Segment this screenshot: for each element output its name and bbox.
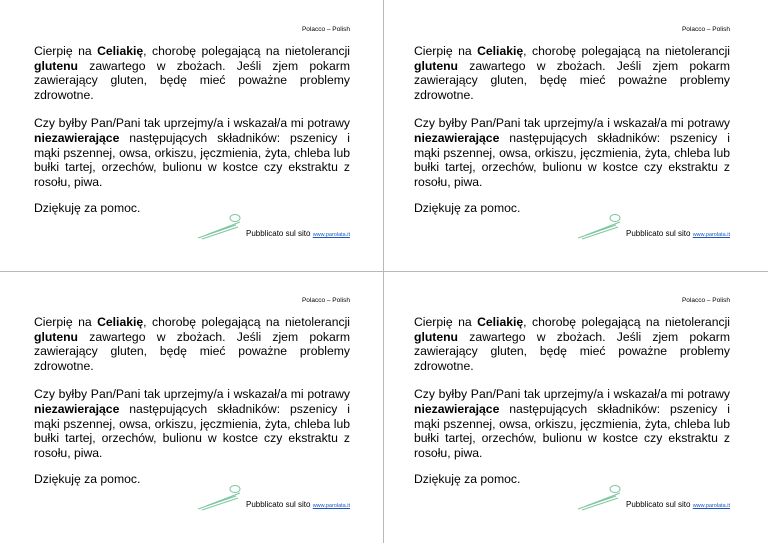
bold-celiac: Celiakię — [97, 44, 144, 58]
paragraph-condition: Cierpię na Celiakię, chorobę polegającą na nietolerancji glutenu zawartego w zbożach. Jeśli zjem pokarm zawierający gluten, będę mieć poważne problemy zdrowotne. — [414, 315, 730, 373]
publication-footer: Pubblicato sul sito www.parolata.it — [246, 500, 350, 509]
publication-footer: Pubblicato sul sito www.parolata.it — [246, 229, 350, 238]
bold-celiac: Celiakię — [97, 315, 144, 329]
thanks-text: Dziękuję za pomoc. — [34, 472, 141, 486]
bold-not-containing: niezawierające — [414, 130, 500, 145]
paragraph-condition: Cierpię na Celiakię, chorobę polegającą na nietolerancji glutenu zawartego w zbożach. Jeśli zjem pokarm zawierający gluten, będę mieć poważne problemy zdrowotne. — [414, 44, 730, 102]
paragraph-request: Czy byłby Pan/Pani tak uprzejmy/a i wskazał/a mi potrawy niezawierające następujących składników: pszenicy i mąki pszennej, owsa, orkiszu, jęczmienia, żyta, chleba lub bułki tartej, orzechów, bulionu w kostce czy ekstraktu z rosołu, piwa. — [414, 116, 730, 189]
site-link[interactable]: www.parolata.it — [312, 232, 350, 238]
paragraph-request: Czy byłby Pan/Pani tak uprzejmy/a i wskazał/a mi potrawy niezawierające następujących składników: pszenicy i mąki pszennej, owsa, orkiszu, jęczmienia, żyta, chleba lub bułki tartej, orzechów, bulionu w kostce czy ekstraktu z rosołu, piwa. — [34, 387, 350, 460]
card-body — [414, 315, 730, 474]
thanks-text: Dziękuję za pomoc. — [414, 201, 521, 215]
language-label: Polacco – Polish — [301, 26, 350, 33]
bold-celiac: Celiakię — [477, 44, 524, 58]
celiac-card-bottom-right — [414, 297, 730, 527]
parolata-logo-icon — [196, 484, 244, 512]
site-link[interactable]: www.parolata.it — [312, 503, 350, 509]
bold-gluten: glutenu — [34, 329, 79, 344]
card-body — [414, 44, 730, 203]
bold-gluten: glutenu — [34, 58, 79, 73]
thanks-text: Dziękuję za pomoc. — [414, 472, 521, 486]
card-body — [34, 315, 350, 474]
parolata-logo-icon — [196, 213, 244, 241]
card-body — [34, 44, 350, 203]
bold-not-containing: niezawierające — [34, 401, 120, 416]
site-link[interactable]: www.parolata.it — [692, 232, 730, 238]
paragraph-condition: Cierpię na Celiakię, chorobę polegającą na nietolerancji glutenu zawartego w zbożach. Jeśli zjem pokarm zawierający gluten, będę mieć poważne problemy zdrowotne. — [34, 44, 350, 102]
site-link[interactable]: www.parolata.it — [692, 503, 730, 509]
bold-celiac: Celiakię — [477, 315, 524, 329]
parolata-logo-icon — [576, 213, 624, 241]
bold-not-containing: niezawierające — [414, 401, 500, 416]
language-label: Polacco – Polish — [681, 26, 730, 33]
bold-not-containing: niezawierające — [34, 130, 120, 145]
publication-footer: Pubblicato sul sito www.parolata.it — [626, 229, 730, 238]
horizontal-cut-line — [0, 271, 768, 272]
language-label: Polacco – Polish — [301, 297, 350, 304]
paragraph-condition: Cierpię na Celiakię, chorobę polegającą na nietolerancji glutenu zawartego w zbożach. Jeśli zjem pokarm zawierający gluten, będę mieć poważne problemy zdrowotne. — [34, 315, 350, 373]
celiac-card-top-left — [34, 26, 350, 256]
bold-gluten: glutenu — [414, 329, 459, 344]
language-label: Polacco – Polish — [681, 297, 730, 304]
celiac-card-bottom-left — [34, 297, 350, 527]
paragraph-request: Czy byłby Pan/Pani tak uprzejmy/a i wskazał/a mi potrawy niezawierające następujących składników: pszenicy i mąki pszennej, owsa, orkiszu, jęczmienia, żyta, chleba lub bułki tartej, orzechów, bulionu w kostce czy ekstraktu z rosołu, piwa. — [34, 116, 350, 189]
celiac-card-top-right — [414, 26, 730, 256]
paragraph-request: Czy byłby Pan/Pani tak uprzejmy/a i wskazał/a mi potrawy niezawierające następujących składników: pszenicy i mąki pszennej, owsa, orkiszu, jęczmienia, żyta, chleba lub bułki tartej, orzechów, bulionu w kostce czy ekstraktu z rosołu, piwa. — [414, 387, 730, 460]
bold-gluten: glutenu — [414, 58, 459, 73]
publication-footer: Pubblicato sul sito www.parolata.it — [626, 500, 730, 509]
parolata-logo-icon — [576, 484, 624, 512]
thanks-text: Dziękuję za pomoc. — [34, 201, 141, 215]
